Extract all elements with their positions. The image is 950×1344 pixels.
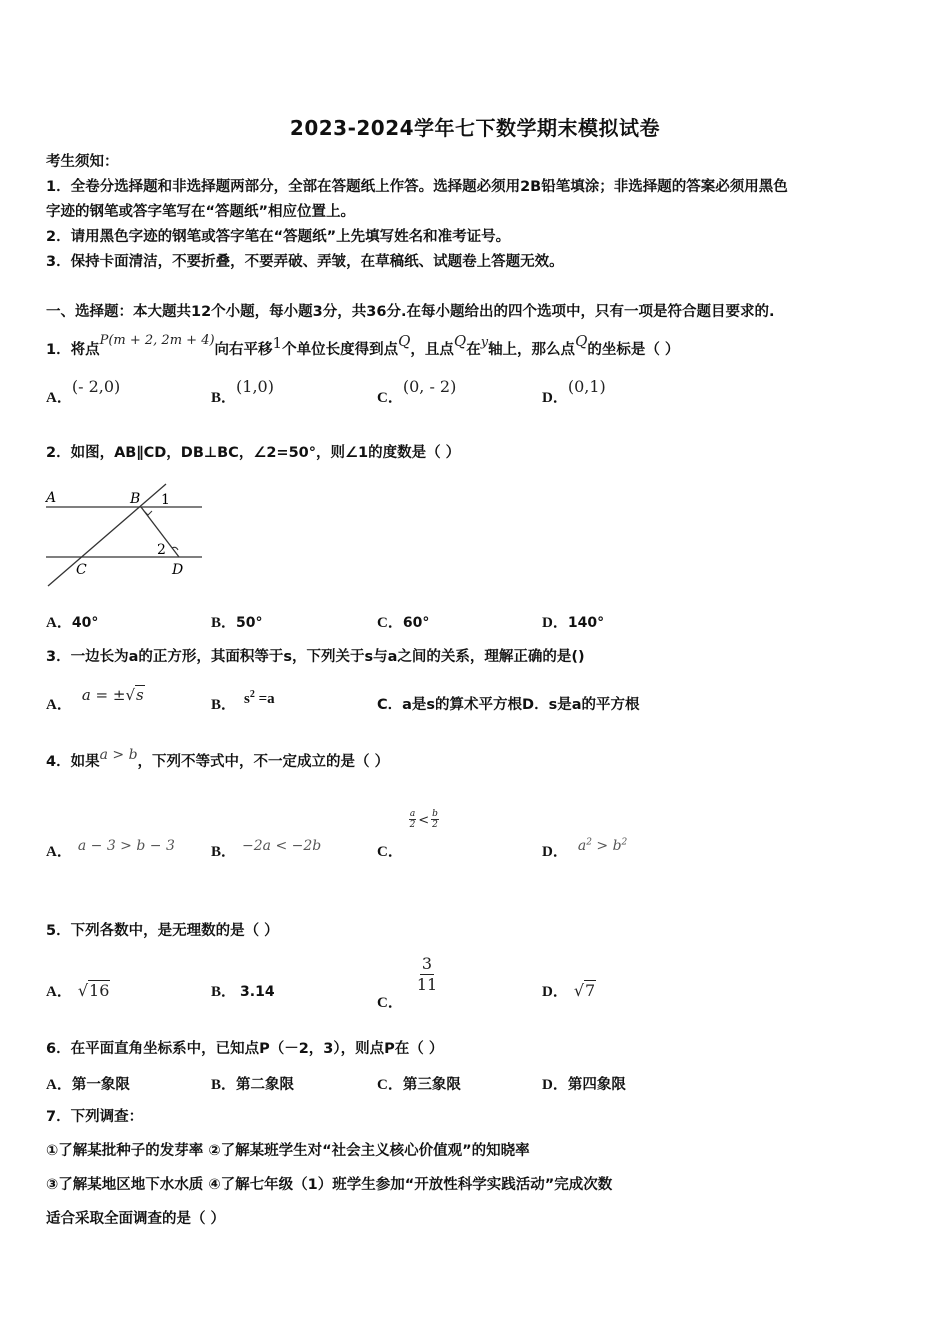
q7-item-line-2: ③了解某地区地下水水质 ④了解七年级（1）班学生参加“开放性科学实践活动”完成次数 bbox=[46, 1177, 613, 1193]
question-2: 2．如图，AB∥CD，DB⊥BC，∠2=50°，则∠1的度数是（ ） bbox=[46, 445, 461, 461]
q1-point-q: Q bbox=[398, 332, 411, 350]
notice-line-3: 3．保持卡面清洁，不要折叠，不要弄破、弄皱，在草稿纸、试题卷上答题无效。 bbox=[46, 254, 564, 270]
q1-text-2: 向右平移 bbox=[214, 342, 273, 358]
label-a: A bbox=[46, 490, 57, 506]
q1-option-c[interactable]: C．(0, - 2) bbox=[377, 377, 457, 406]
q4-option-d[interactable]: D． $a^2 > b^2$ bbox=[542, 837, 628, 860]
q5-option-c[interactable]: C． $\frac{3}{11}$ bbox=[377, 954, 438, 1011]
page-title: 2023-2024学年七下数学期末模拟试卷 bbox=[289, 116, 661, 140]
q4-option-c[interactable]: C． $\frac{a}{2}$ < $\frac{b}{2}$ bbox=[377, 809, 438, 860]
q2-option-a[interactable]: A．40° bbox=[46, 615, 99, 631]
notice-heading: 考生须知： bbox=[46, 154, 119, 170]
q1-text-5: 在 bbox=[466, 342, 481, 358]
label-c: C bbox=[76, 562, 87, 578]
label-2: 2 bbox=[157, 542, 166, 558]
question-4: 4．如果a > b，下列不等式中，不一定成立的是（ ） bbox=[46, 747, 390, 770]
label-1: 1 bbox=[161, 492, 170, 508]
q3-options-cd[interactable]: C．a是s的算术平方根D．s是a的平方根 bbox=[377, 697, 640, 713]
q6-option-c[interactable]: C．第三象限 bbox=[377, 1077, 461, 1093]
q5-option-a[interactable]: A． √16 bbox=[46, 981, 110, 1000]
q2-figure bbox=[44, 480, 206, 590]
q7-prompt: 适合采取全面调查的是（ ） bbox=[46, 1211, 226, 1227]
q1-y-axis: y bbox=[480, 335, 489, 350]
q3-option-b[interactable]: B． $s^2 =a$ bbox=[211, 688, 275, 713]
q5-option-b[interactable]: B． 3.14 bbox=[211, 984, 275, 1000]
q2-option-c[interactable]: C．60° bbox=[377, 615, 430, 631]
line-bc bbox=[48, 484, 166, 586]
q5-option-d[interactable]: D． √7 bbox=[542, 981, 596, 1000]
q1-text-1: 1．将点 bbox=[46, 342, 100, 358]
q1-point-q-3: Q bbox=[575, 332, 588, 350]
q1-option-a[interactable]: A．(- 2,0) bbox=[46, 377, 121, 406]
q1-option-b[interactable]: B．(1,0) bbox=[211, 377, 274, 406]
q1-text-7: 的坐标是（ ） bbox=[587, 342, 680, 358]
question-7: 7．下列调查： bbox=[46, 1109, 144, 1125]
q2-option-d[interactable]: D．140° bbox=[542, 615, 605, 631]
q4-option-a[interactable]: A． a − 3 > b − 3 bbox=[46, 838, 175, 860]
section-heading: 一、选择题：本大题共12个小题，每小题3分，共36分.在每小题给出的四个选项中，只有一项是符合题目要求的. bbox=[46, 304, 775, 320]
q1-point-p: P(m + 2, 2m + 4) bbox=[99, 333, 215, 348]
question-5: 5．下列各数中，是无理数的是（ ） bbox=[46, 923, 279, 939]
q2-option-b[interactable]: B．50° bbox=[211, 615, 263, 631]
q1-option-d[interactable]: D．(0,1) bbox=[542, 377, 606, 406]
label-b: B bbox=[130, 491, 141, 507]
question-3: 3．一边长为a的正方形，其面积等于s，下列关于s与a之间的关系，理解正确的是() bbox=[46, 649, 585, 665]
q1-text-3: 个单位长度得到点 bbox=[282, 342, 399, 358]
q1-text-4: ，且点 bbox=[410, 342, 454, 358]
notice-line-1a: 1．全卷分选择题和非选择题两部分，全部在答题纸上作答。选择题必须用2B铅笔填涂；非选择题的答案必须用黑色 bbox=[46, 179, 788, 195]
q6-option-a[interactable]: A．第一象限 bbox=[46, 1077, 130, 1093]
q1-shift: 1 bbox=[272, 334, 283, 352]
label-d: D bbox=[172, 562, 184, 578]
q1-point-q-2: Q bbox=[453, 332, 467, 350]
notice-line-1b: 字迹的钢笔或答字笔写在“答题纸”相应位置上。 bbox=[46, 204, 356, 220]
q4-condition: a > b bbox=[99, 747, 138, 763]
q3-option-a[interactable]: A．a = ±√s bbox=[46, 686, 144, 713]
notice-line-2: 2．请用黑色字迹的钢笔或答字笔在“答题纸”上先填写姓名和准考证号。 bbox=[46, 229, 511, 245]
question-1 bbox=[46, 332, 680, 361]
q6-option-d[interactable]: D．第四象限 bbox=[542, 1077, 626, 1093]
q4-d-exp-2: 2 bbox=[621, 837, 628, 848]
q4-option-b[interactable]: B． −2a < −2b bbox=[211, 838, 322, 860]
question-6: 6．在平面直角坐标系中，已知点P（－2，3），则点P在（ ） bbox=[46, 1041, 444, 1057]
q7-item-line-1: ①了解某批种子的发芽率 ②了解某班学生对“社会主义核心价值观”的知晓率 bbox=[46, 1143, 530, 1159]
q6-option-b[interactable]: B．第二象限 bbox=[211, 1077, 295, 1093]
q1-text-6: 轴上，那么点 bbox=[488, 342, 576, 358]
